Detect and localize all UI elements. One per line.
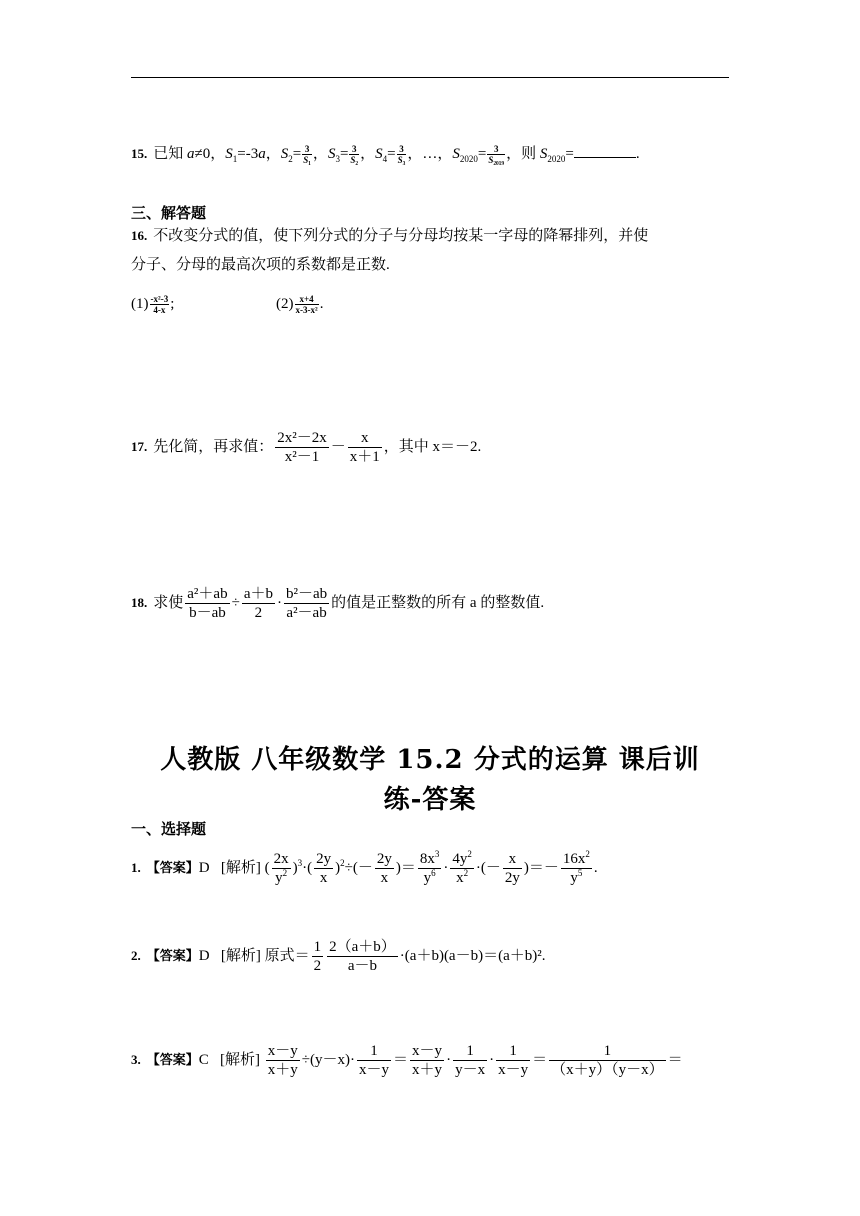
question-16-part1: (1) $\frac{\text{-x²-3}}{4-x}$ ; [131,294,175,316]
fraction: $\frac{3}{\text{S₂}}$ [350,144,359,166]
part-label: (2) [276,296,294,312]
question-16-line1 [131,226,648,246]
question-number: 15. [131,146,148,161]
fraction: $\frac{3}{\text{S₃}}$ [397,144,406,166]
answer-number: 3. [131,1051,141,1067]
top-rule [131,77,729,78]
answer-3: 3. 【答案】C [解析] $\frac{x-y}{x+y}$ ÷(y－x)· $\frac{1}{x-y}$ ＝ $\frac{x-y}{x+y}$ · $\frac{1}{y-x}$ · $\frac{1}{x-y}$ ＝ $\frac{1}{(x+y)(y-x)}$ ＝ [131,1043,683,1078]
fraction: $\frac{\text{b²－ab}}{\text{a²－ab}}$ [286,586,328,621]
fraction: $\frac{x-y}{x+y}$ [267,1043,298,1078]
fraction: $\frac{2(a+b)}{a-b}$ [329,939,396,974]
answer-1: 1. 【答案】D [解析] ( $\frac{2x}{y^2}$ )$^3$·( $\frac{2y}{x}$ )$^2$÷(－ $\frac{2y}{x}$ )＝ $\frac{8x^3}{y^6}$ · $\frac{4y^2}{x^2}$ ·(－ $\frac{x}{2y}$ )＝－ $\frac{16x^2}{y^5}$ . [131,849,598,886]
fraction: $\frac{3}{\text{S₁}}$ [303,144,311,166]
part-label: (1) [131,296,149,312]
question-18: 18. 求使 $\frac{\text{a²＋ab}}{b-ab}$ ÷ $\frac{a+b}{2}$ · $\frac{\text{b²－ab}}{\text{a²－ab}}$ 的值是正整数的所有 a 的整数值. [131,586,545,621]
answer-2: 2. 【答案】D [解析] 原式＝ $\frac{1}{2}$ $\frac{2(a+b)}{a-b}$ ·(a＋b)(a－b)＝(a＋b)². [131,939,546,974]
answer-title-line1: 人教版 八年级数学 15.2 分式的运算 课后训 [160,745,700,775]
question-number: 18. [131,594,148,610]
fraction: $\frac{\text{2x²－2x}}{\text{x²－1}}$ [277,430,327,465]
fraction: $\frac{\text{-x²-3}}{4-x}$ [150,294,169,316]
section-title: 一、选择题 [131,820,207,838]
fraction: $\frac{1}{(x+y)(y-x)}$ [551,1043,664,1078]
fraction: $\frac{1}{2}$ [313,939,322,974]
fraction: $\frac{a+b}{2}$ [243,586,273,621]
answer-number: 2. [131,947,141,963]
fraction: $\frac{\text{a²＋ab}}{b-ab}$ [187,586,228,621]
question-number: 17. [131,438,148,454]
question-15: 15. 已知 a≠0，$S_1=-3a$，$S_2=$ $\frac{3}{\text{S₁}}$ ，$S_3=$ $\frac{3}{\text{S₂}}$ ，$S_4=$ $\frac{3}{\text{S₃}}$ ，…，$S_{2020}=$ $\frac{3}{\text{S₂₀₁₉}}$ ，则 $S_{2020}=$ . [131,144,640,166]
fraction: $\frac{x-y}{x+y}$ [412,1043,443,1078]
fraction: $\frac{x+4}{\text{x-3-x²}}$ [295,294,318,316]
question-17: 17. 先化简，再求值： $\frac{\text{2x²－2x}}{\text{x²－1}}$ － $\frac{x}{x+1}$ ，其中 x＝－2. [131,430,482,465]
answer-title-line2: 练-答案 [383,785,477,815]
fraction: $\frac{x}{x+1}$ [349,430,380,465]
section-title: 三、解答题 [131,204,207,222]
question-16-line2: 分子、分母的最高次项的系数都是正数. [131,257,390,273]
fraction: $\frac{1}{x-y}$ [498,1043,529,1078]
fraction: $\frac{3}{\text{S₂₀₁₉}}$ [488,144,505,166]
fraction: $\frac{1}{x-y}$ [359,1043,390,1078]
question-16-part2: (2) $\frac{x+4}{\text{x-3-x²}}$ . [276,294,324,316]
fraction: $\frac{1}{y-x}$ [455,1043,486,1078]
question-number: 16. [131,228,148,243]
answer-blank [574,143,636,158]
answer-number: 1. [131,859,141,875]
question-text: 不改变分式的值，使下列分式的分子与分母均按某一字母的降幂排列，并使 [153,228,649,244]
